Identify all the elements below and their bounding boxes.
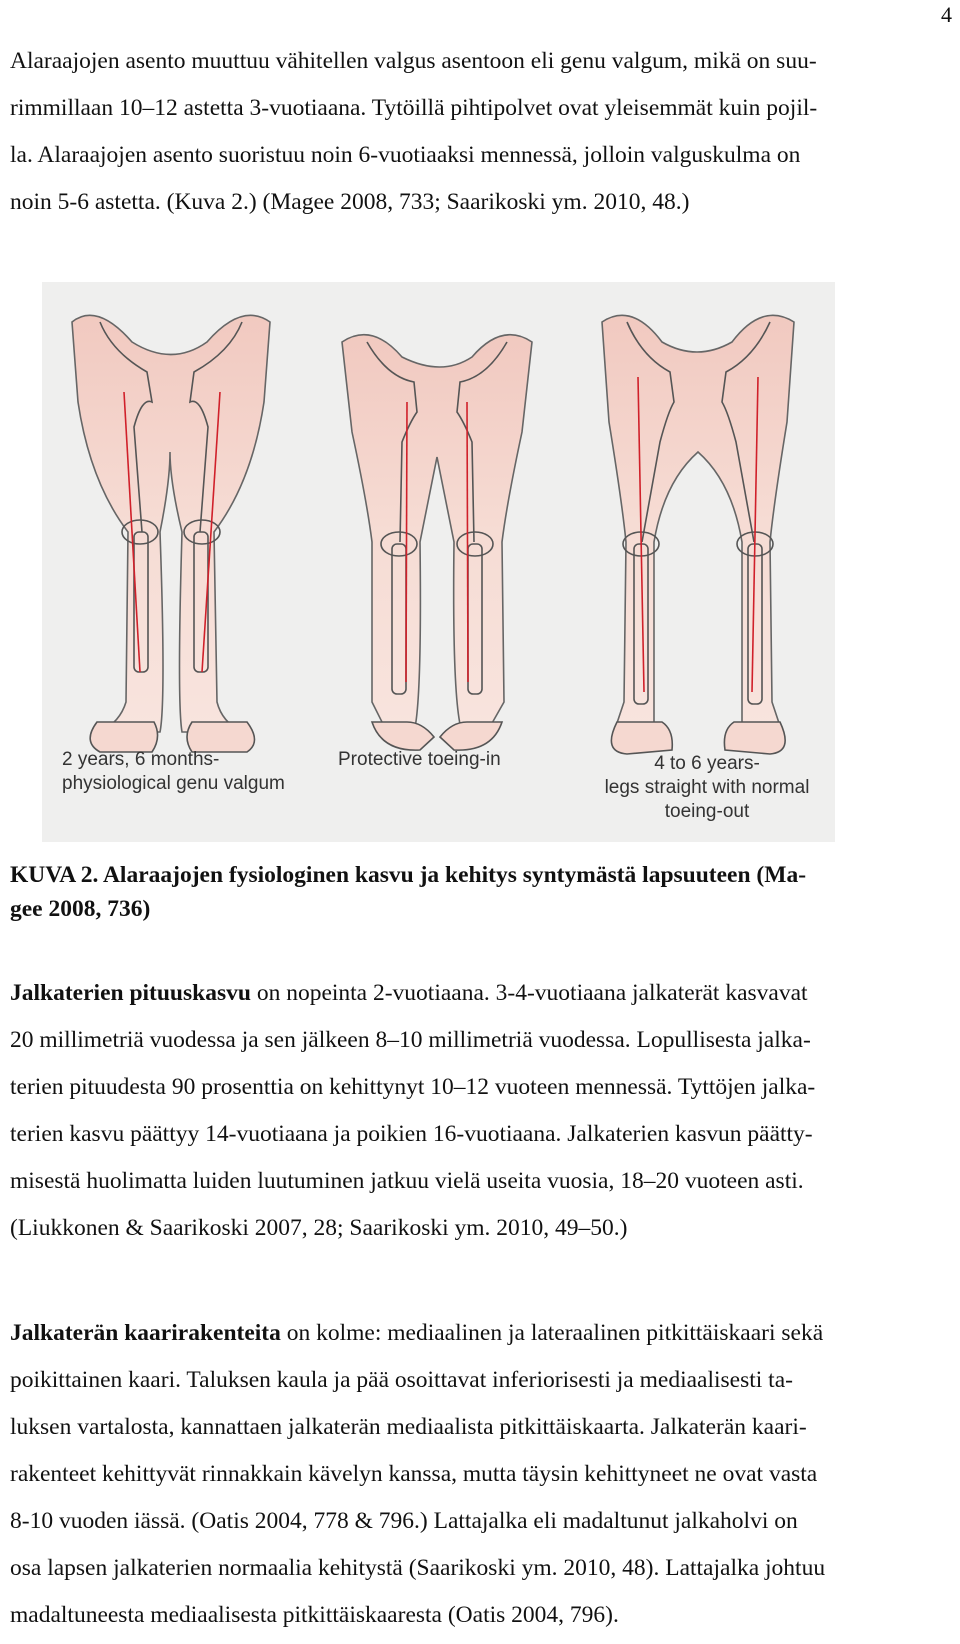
text-line: rimmillaan 10–12 astetta 3-vuotiaana. Tytöillä pihtipolvet ovat yleisemmät kuin pojil- (10, 95, 818, 121)
bold-term: Jalkaterien pituuskasvu (10, 980, 251, 1006)
legs-straight (602, 315, 794, 754)
text-line: on kolme: mediaalinen ja lateraalinen pitkittäiskaari sekä (280, 1320, 824, 1346)
figure-label-genu-valgum (62, 748, 285, 796)
text-line: noin 5-6 astetta. (Kuva 2.) (Magee 2008, 733; Saarikoski ym. 2010, 48.) (10, 189, 690, 215)
label-line: toeing-out (664, 801, 750, 822)
figure-label-straight-legs (592, 752, 822, 824)
label-line: physiological genu valgum (62, 773, 285, 794)
figure-caption (10, 858, 955, 926)
caption-line: gee 2008, 736) (10, 896, 151, 922)
label-line: 4 to 6 years- (654, 753, 760, 774)
bold-term: Jalkaterän kaarirakenteita (10, 1320, 281, 1346)
paragraph-foot-arches (10, 1310, 955, 1639)
paragraph-foot-length-growth (10, 970, 955, 1252)
page-number: 4 (941, 2, 952, 27)
label-line: Protective toeing-in (338, 749, 501, 770)
legs-genu-valgum (72, 315, 270, 752)
text-line: Alaraajojen asento muuttuu vähitellen valgus asentoon eli genu valgum, mikä on suu- (10, 48, 817, 74)
paragraph-valgus (10, 38, 955, 226)
text-line: 8-10 vuoden iässä. (Oatis 2004, 778 & 796.) Lattajalka eli madaltunut jalkaholvi on (10, 1508, 798, 1534)
text-line: luksen vartalosta, kannattaen jalkaterän mediaalista pitkittäiskaarta. Jalkaterän kaari- (10, 1414, 807, 1440)
text-line: osa lapsen jalkaterien normaalia kehitystä (Saarikoski ym. 2010, 48). Lattajalka johtuu (10, 1555, 826, 1581)
figure-label-toeing-in (338, 748, 501, 772)
text-line: terien kasvu päättyy 14-vuotiaana ja poikien 16-vuotiaana. Jalkaterien kasvun päätty- (10, 1121, 813, 1147)
text-line: on nopeinta 2-vuotiaana. 3-4-vuotiaana jalkaterät kasvavat (250, 980, 808, 1006)
text-line: (Liukkonen & Saarikoski 2007, 28; Saarikoski ym. 2010, 49–50.) (10, 1215, 628, 1241)
text-line: misestä huolimatta luiden luutuminen jatkuu vielä useita vuosia, 18–20 vuoteen asti. (10, 1168, 804, 1194)
text-line: poikittainen kaari. Taluksen kaula ja pää osoittavat inferiorisesti ja mediaalisesti ta- (10, 1367, 793, 1393)
text-line: madaltuneesta mediaalisesta pitkittäiskaaresta (Oatis 2004, 796). (10, 1602, 619, 1628)
leg-development-figure (42, 282, 835, 842)
text-line: terien pituudesta 90 prosenttia on kehittynyt 10–12 vuoteen mennessä. Tyttöjen jalka- (10, 1074, 816, 1100)
text-line: 20 millimetriä vuodessa ja sen jälkeen 8–10 millimetriä vuodessa. Lopullisesta jalka- (10, 1027, 811, 1053)
text-line: rakenteet kehittyvät rinnakkain kävelyn kanssa, mutta täysin kehittyneet ne ovat vasta (10, 1461, 818, 1487)
legs-toeing-in (342, 335, 532, 750)
caption-line: KUVA 2. Alaraajojen fysiologinen kasvu ja kehitys syntymästä lapsuuteen (Ma- (10, 862, 807, 888)
text-line: la. Alaraajojen asento suoristuu noin 6-vuotiaaksi mennessä, jolloin valguskulma on (10, 142, 801, 168)
label-line: 2 years, 6 months- (62, 749, 220, 770)
label-line: legs straight with normal (604, 777, 810, 798)
